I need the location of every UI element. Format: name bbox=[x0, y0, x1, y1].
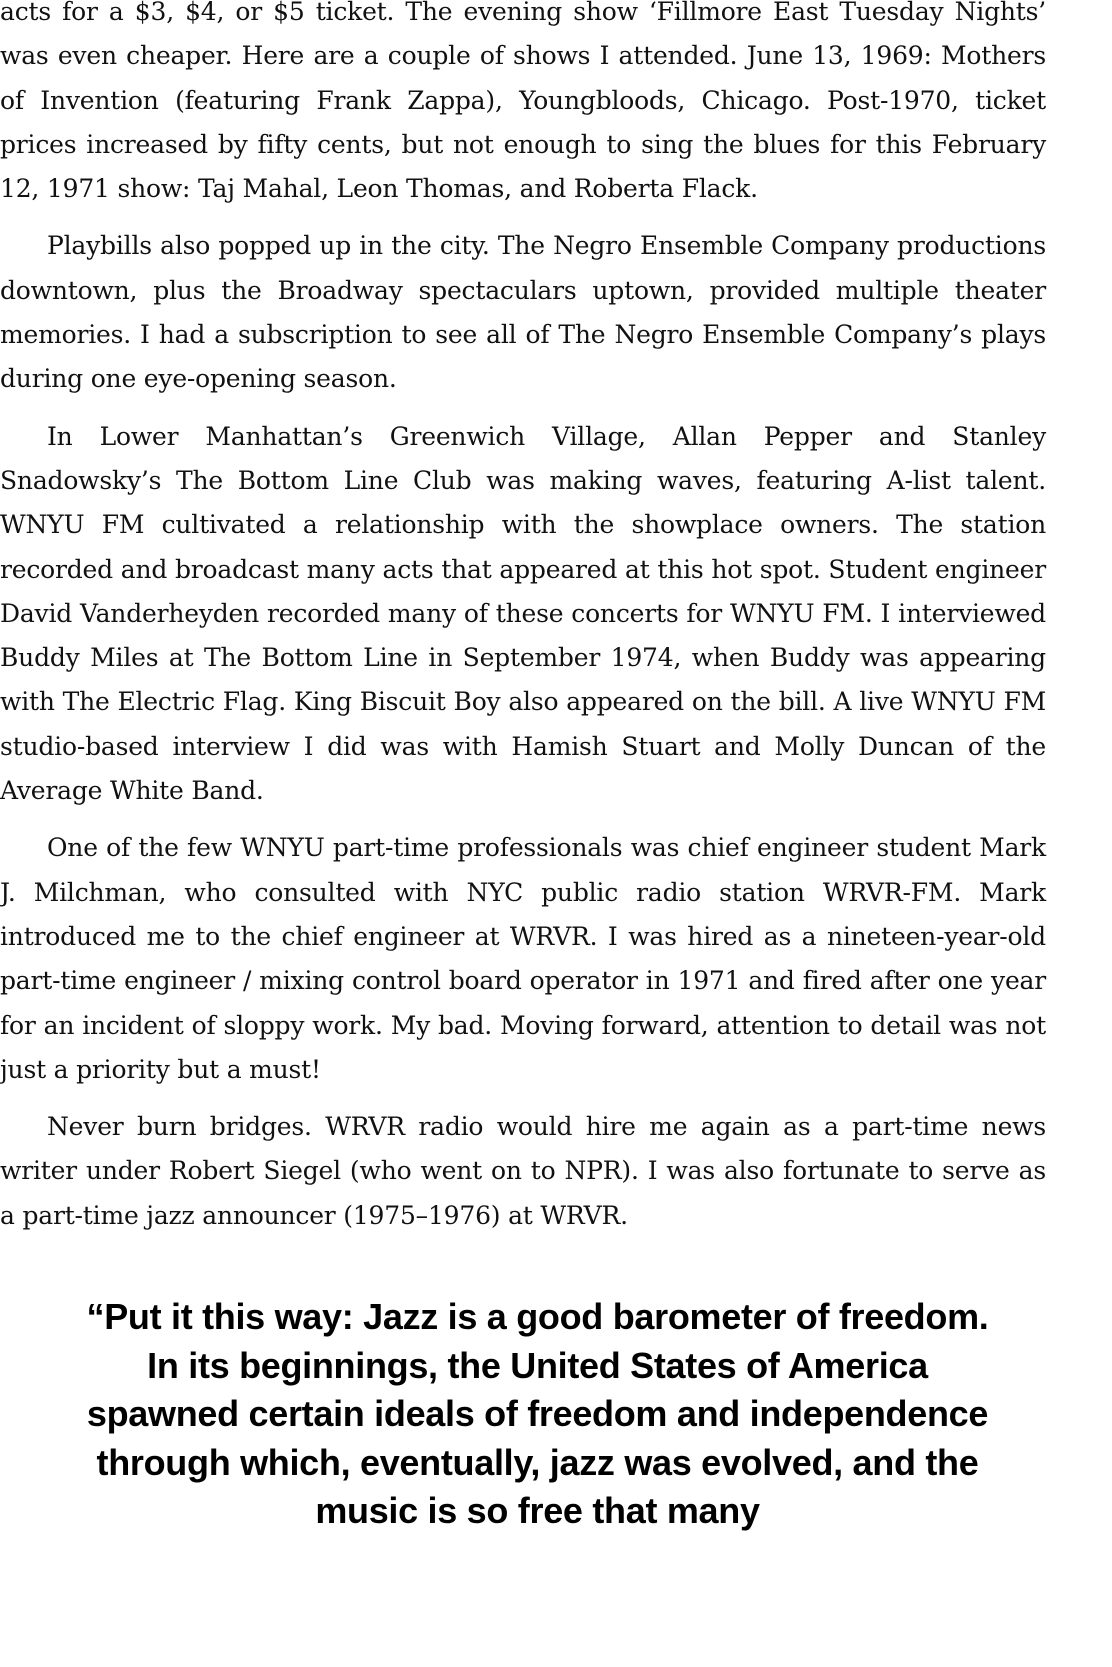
paragraph-wrvr-engineer: One of the few WNYU part-time professionals was chief engineer student Mark J. Milchman, who consulted with NYC public radio station WRVR-FM. Mark introduced me to the chief engineer at WRVR. I was hired as a nineteen-year-old part-time engineer / mixing control board operator in 1971 and fired after one year for an incident of sloppy work. My bad. Moving forward, attention to detail was not just a priority but a must! bbox=[0, 833, 1046, 1084]
paragraph-never-burn-bridges: Never burn bridges. WRVR radio would hire me again as a part-time news writer under Robert Siegel (who went on to NPR). I was also fortunate to serve as a part-time jazz announcer (1975–1976) at WRVR. bbox=[0, 1112, 1046, 1230]
paragraph-fillmore-tickets: acts for a $3, $4, or $5 ticket. The evening show ‘Fillmore East Tuesday Nights’ was even cheaper. Here are a couple of shows I attended. June 13, 1969: Mothers of Invention (featuring Frank Zappa), Youngbloods, Chicago. Post-1970, ticket prices increased by fifty cents, but not enough to sing the blues for this February 12, 1971 show: Taj Mahal, Leon Thomas, and Roberta Flack. bbox=[0, 0, 1046, 204]
paragraph-playbills: Playbills also popped up in the city. The Negro Ensemble Company productions downtown, plus the Broadway spectaculars uptown, provided multiple theater memories. I had a subscription to see all of The Negro Ensemble Company’s plays during one eye-opening season. bbox=[0, 231, 1046, 394]
paragraph-bottom-line-club: In Lower Manhattan’s Greenwich Village, Allan Pepper and Stanley Snadowsky’s The Bottom Line Club was making waves, featuring A-list talent. WNYU FM cultivated a relationship with the showplace owners. The station recorded and broadcast many acts that appeared at this hot spot. Student engineer David Vanderheyden recorded many of these concerts for WNYU FM. I interviewed Buddy Miles at The Bottom Line in September 1974, when Buddy was appearing with The Electric Flag. King Biscuit Boy also appeared on the bill. A live WNYU FM studio-based interview I did was with Hamish Stuart and Molly Duncan of the Average White Band. bbox=[0, 421, 1046, 806]
pull-quote: “Put it this way: Jazz is a good barometer of freedom. In its beginnings, the United States of America spawned certain ideals of freedom and independence through which, eventually, jazz was evolved, and the music is so free that many bbox=[86, 1296, 989, 1531]
